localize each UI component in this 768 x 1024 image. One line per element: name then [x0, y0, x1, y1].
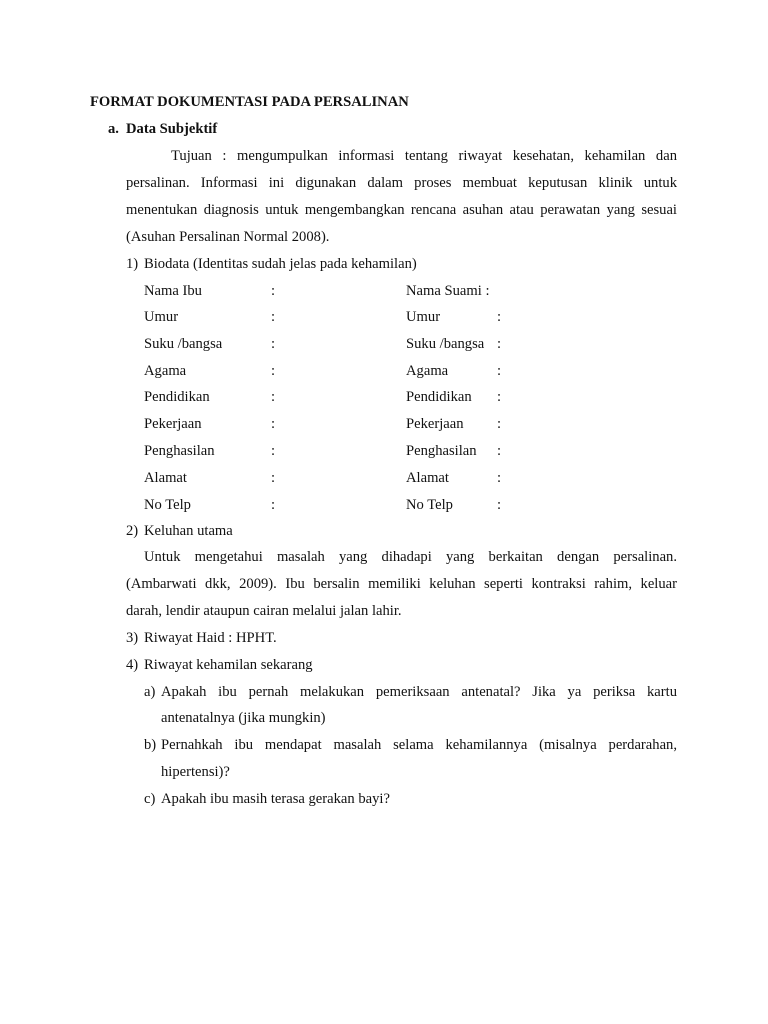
- subitem-a-line-2: antenatalnya (jika mungkin): [161, 710, 326, 726]
- left-field-label: Umur: [144, 309, 179, 325]
- left-field-colon: :: [271, 309, 276, 325]
- section-a-heading: Data Subjektif: [126, 121, 218, 137]
- right-field-label: Penghasilan: [406, 443, 477, 459]
- item-3-number: 3): [126, 630, 139, 646]
- left-field-colon: :: [271, 470, 276, 486]
- left-field-colon: :: [271, 389, 276, 405]
- left-field-label: Suku /bangsa: [144, 336, 223, 352]
- item-4-label: Riwayat kehamilan sekarang: [144, 657, 313, 673]
- left-field-colon: :: [271, 363, 276, 379]
- right-field-label: Nama Suami :: [406, 283, 490, 299]
- right-field-colon: :: [497, 363, 502, 379]
- left-field-label: No Telp: [144, 497, 191, 513]
- left-field-colon: :: [271, 283, 276, 299]
- right-field-colon: :: [497, 336, 502, 352]
- right-field-label: No Telp: [406, 497, 453, 513]
- left-field-label: Pekerjaan: [144, 416, 202, 432]
- document-title: FORMAT DOKUMENTASI PADA PERSALINAN: [90, 94, 409, 110]
- right-field-label: Alamat: [406, 470, 449, 486]
- subitem-b-marker: b): [144, 737, 157, 753]
- right-field-colon: :: [497, 470, 502, 486]
- right-field-label: Umur: [406, 309, 441, 325]
- right-field-colon: :: [497, 389, 502, 405]
- intro-line-3: menentukan diagnosis untuk mengembangkan rencana asuhan atau perawatan yang sesuai: [126, 202, 677, 218]
- subitem-a-marker: a): [144, 684, 156, 700]
- subitem-a-line-1: Apakah ibu pernah melakukan pemeriksaan antenatal? Jika ya periksa kartu: [161, 684, 677, 700]
- item-2-line-3: darah, lendir ataupun cairan melalui jalan lahir.: [126, 603, 402, 619]
- right-field-label: Pendidikan: [406, 389, 472, 405]
- item-2-number: 2): [126, 523, 139, 539]
- left-field-colon: :: [271, 497, 276, 513]
- item-4-number: 4): [126, 657, 139, 673]
- right-field-label: Pekerjaan: [406, 416, 464, 432]
- right-field-colon: :: [497, 416, 502, 432]
- left-field-colon: :: [271, 336, 276, 352]
- left-field-label: Agama: [144, 363, 187, 379]
- right-field-label: Agama: [406, 363, 449, 379]
- left-field-label: Nama Ibu: [144, 283, 202, 299]
- left-field-label: Alamat: [144, 470, 187, 486]
- left-field-colon: :: [271, 416, 276, 432]
- intro-line-2: persalinan. Informasi ini digunakan dalam proses membuat keputusan klinik untuk: [126, 175, 677, 191]
- item-2-line-1: Untuk mengetahui masalah yang dihadapi yang berkaitan dengan persalinan.: [144, 549, 677, 565]
- item-3-label: Riwayat Haid : HPHT.: [144, 630, 277, 646]
- item-2-line-2: (Ambarwati dkk, 2009). Ibu bersalin memiliki keluhan seperti kontraksi rahim, keluar: [126, 576, 677, 592]
- left-field-label: Penghasilan: [144, 443, 215, 459]
- right-field-colon: :: [497, 309, 502, 325]
- intro-line-4: (Asuhan Persalinan Normal 2008).: [126, 229, 330, 245]
- item-2-label: Keluhan utama: [144, 523, 233, 539]
- right-field-colon: :: [497, 497, 502, 513]
- right-field-colon: :: [497, 443, 502, 459]
- right-field-label: Suku /bangsa: [406, 336, 485, 352]
- item-1-number: 1): [126, 256, 139, 272]
- subitem-b-line-2: hipertensi)?: [161, 764, 230, 780]
- left-field-label: Pendidikan: [144, 389, 210, 405]
- subitem-c-line-1: Apakah ibu masih terasa gerakan bayi?: [161, 791, 390, 807]
- subitem-b-line-1: Pernahkah ibu mendapat masalah selama kehamilannya (misalnya perdarahan,: [161, 737, 677, 753]
- intro-line-1: Tujuan : mengumpulkan informasi tentang riwayat kesehatan, kehamilan dan: [171, 148, 677, 164]
- subitem-c-marker: c): [144, 791, 156, 807]
- item-1-label: Biodata (Identitas sudah jelas pada kehamilan): [144, 256, 417, 272]
- section-a-marker: a.: [108, 121, 119, 137]
- left-field-colon: :: [271, 443, 276, 459]
